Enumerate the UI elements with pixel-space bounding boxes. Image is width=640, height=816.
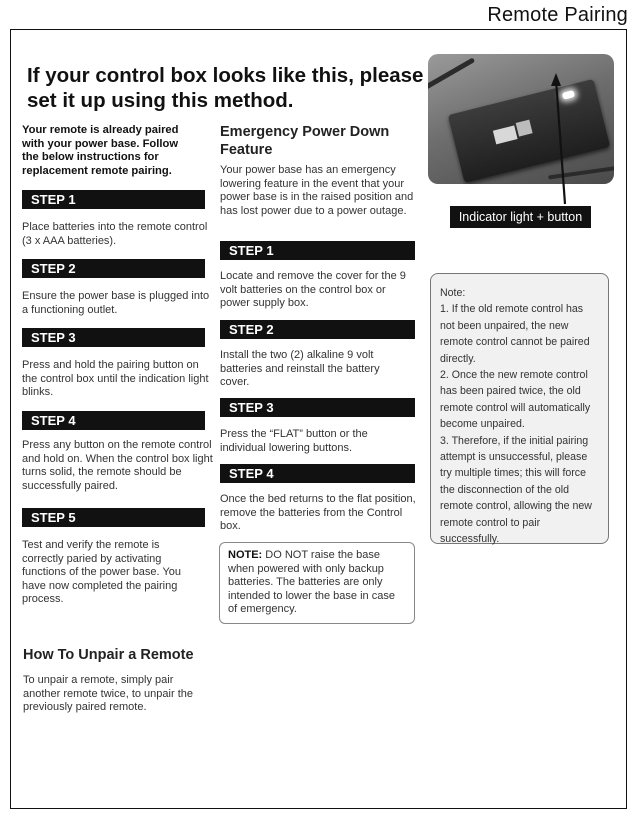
left-step-5-label: STEP 5 xyxy=(22,508,205,527)
emergency-step-1-label: STEP 1 xyxy=(220,241,415,260)
indicator-label: Indicator light + button xyxy=(450,206,591,228)
left-step-5-text: Test and verify the remote is correctly paried by activating functions of the power base. You have now completed the pairing process. xyxy=(22,539,182,605)
note-text: DO NOT raise the base when powered with only backup batteries. The batteries are only intended to lower the base in case of emergency. xyxy=(228,549,395,615)
emergency-step-2-text: Install the two (2) alkaline 9 volt batteries and reinstall the battery cover. xyxy=(220,349,380,388)
side-note-line-3: 3. Therefore, if the initial pairing attempt is unsuccessful, please try multiple times; this will force the disconnection of the old remote control, allowing the new remote control to pair successfully. xyxy=(440,434,592,546)
box-sticker xyxy=(493,125,518,144)
unpair-text: To unpair a remote, simply pair another remote twice, to unpair the previously paired remote. xyxy=(23,674,193,713)
left-step-4-text: Press any button on the remote control and hold on. When the control box light turns solid, the remote should be successfully paired. xyxy=(22,439,213,492)
emergency-step-4-text: Once the bed returns to the flat position, remove the batteries from the Control box. xyxy=(220,493,416,532)
side-note xyxy=(430,273,609,544)
unpair-title: How To Unpair a Remote xyxy=(23,647,194,663)
emergency-note xyxy=(219,542,415,624)
cable xyxy=(428,57,475,91)
control-box-photo xyxy=(428,54,614,184)
cable xyxy=(548,164,614,179)
emergency-step-4-label: STEP 4 xyxy=(220,464,415,483)
emergency-step-3-label: STEP 3 xyxy=(220,398,415,417)
side-note-line-1: 1. If the old remote control has not been unpaired, the new remote control cannot be paired directly. xyxy=(440,303,590,365)
pairing-intro: Your remote is already paired with your power base. Follow the below instructions for replacement remote pairing. xyxy=(22,124,179,177)
page-title: Remote Pairing xyxy=(487,4,628,26)
left-step-2-text: Ensure the power base is plugged into a functioning outlet. xyxy=(22,290,210,316)
left-step-3-text: Press and hold the pairing button on the control box until the indication light blinks. xyxy=(22,359,209,398)
emergency-step-1-text: Locate and remove the cover for the 9 volt batteries on the control box or power supply box. xyxy=(220,270,406,309)
control-box xyxy=(448,79,610,183)
indicator-light-icon xyxy=(562,90,575,100)
emergency-step-2-label: STEP 2 xyxy=(220,320,415,339)
box-sticker xyxy=(516,120,533,137)
left-step-4-label: STEP 4 xyxy=(22,411,205,430)
left-step-3-label: STEP 3 xyxy=(22,328,205,347)
side-note-line-2: 2. Once the new remote control has been paired twice, the old remote control will automatically become unpaired. xyxy=(440,369,591,431)
left-step-2-label: STEP 2 xyxy=(22,259,205,278)
emergency-title: Emergency Power Down Feature xyxy=(220,124,390,158)
emergency-step-3-text: Press the “FLAT” button or the individual lowering buttons. xyxy=(220,428,368,454)
left-step-1-label: STEP 1 xyxy=(22,190,205,209)
side-note-title: Note: xyxy=(440,287,466,299)
emergency-intro: Your power base has an emergency lowering feature in the event that your power base is in the raised position and has lost power due to a power outage. xyxy=(220,164,414,217)
note-label: NOTE: xyxy=(228,549,263,561)
left-step-1-text: Place batteries into the remote control (3 x AAA batteries). xyxy=(22,221,208,247)
headline: If your control box looks like this, please set it up using this method. xyxy=(27,64,424,112)
